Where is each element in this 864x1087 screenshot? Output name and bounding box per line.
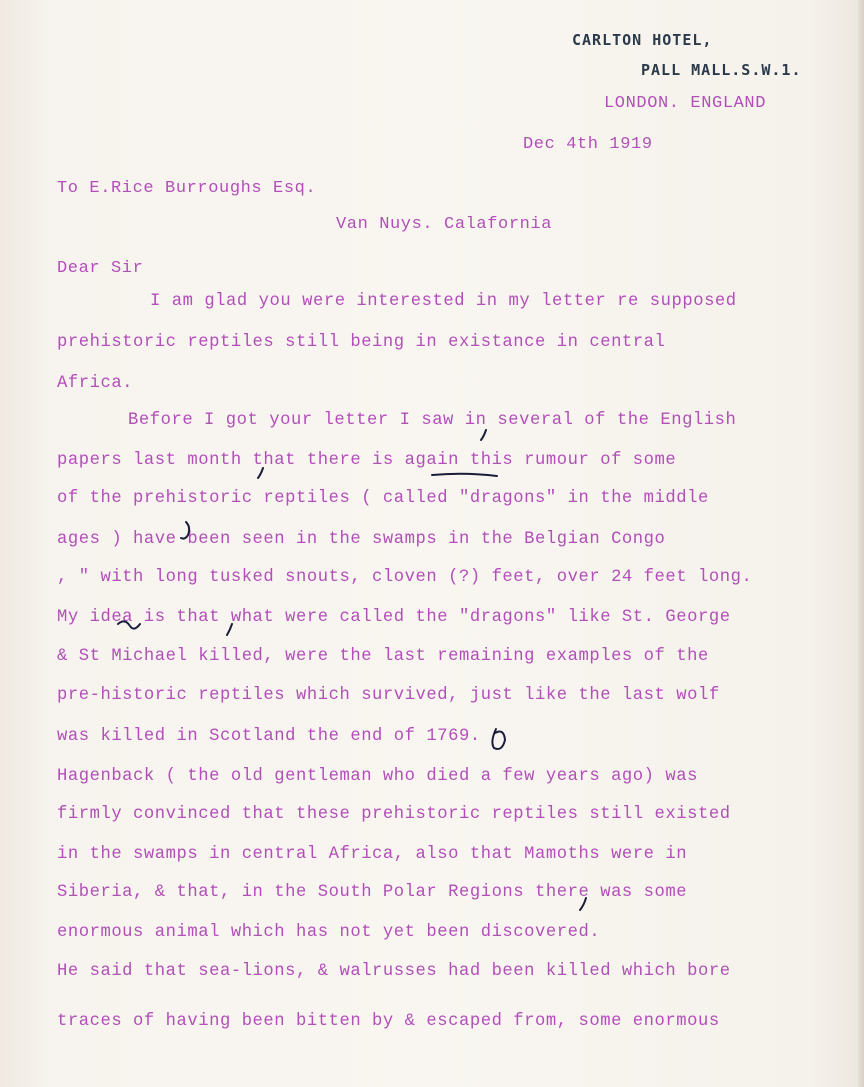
body-line: traces of having been bitten by & escaped from, some enormous [57,1012,720,1031]
body-line: ages ) have been seen in the swamps in the Belgian Congo [57,530,666,549]
body-line: He said that sea-lions, & walrusses had been killed which bore [57,962,731,981]
body-line: My idea is that what were called the "dragons" like St. George [57,608,731,627]
letterhead-city: LONDON. ENGLAND [604,94,767,113]
body-line: pre-historic reptiles which survived, just like the last wolf [57,686,720,705]
body-line: & St Michael killed, were the last remaining examples of the [57,647,709,666]
body-line: prehistoric reptiles still being in existance in central [57,333,666,352]
letterhead-hotel: CARLTON HOTEL, [572,31,713,49]
body-line: Siberia, & that, in the South Polar Regions there was some [57,883,688,902]
body-line: of the prehistoric reptiles ( called "dragons" in the middle [57,489,709,508]
recipient-name: To E.Rice Burroughs Esq. [57,179,317,198]
letter-date: Dec 4th 1919 [523,135,653,154]
body-line: Africa. [57,374,134,393]
body-line: Hagenback ( the old gentleman who died a few years ago) was [57,767,698,786]
salutation: Dear Sir [57,259,144,278]
body-line: , " with long tusked snouts, cloven (?) feet, over 24 feet long. [57,568,753,587]
body-line: I am glad you were interested in my letter re supposed [150,292,737,311]
body-line: enormous animal which has not yet been discovered. [57,923,601,942]
body-line: papers last month that there is again this rumour of some [57,451,677,470]
body-line: Before I got your letter I saw in several of the English [128,411,737,430]
letterhead-street: PALL MALL.S.W.1. [641,61,802,79]
body-line: firmly convinced that these prehistoric reptiles still existed [57,805,731,824]
body-line: was killed in Scotland the end of 1769. [57,727,481,746]
page-edge [858,0,864,1087]
body-line: in the swamps in central Africa, also that Mamoths were in [57,845,688,864]
recipient-place: Van Nuys. Calafornia [336,215,553,234]
